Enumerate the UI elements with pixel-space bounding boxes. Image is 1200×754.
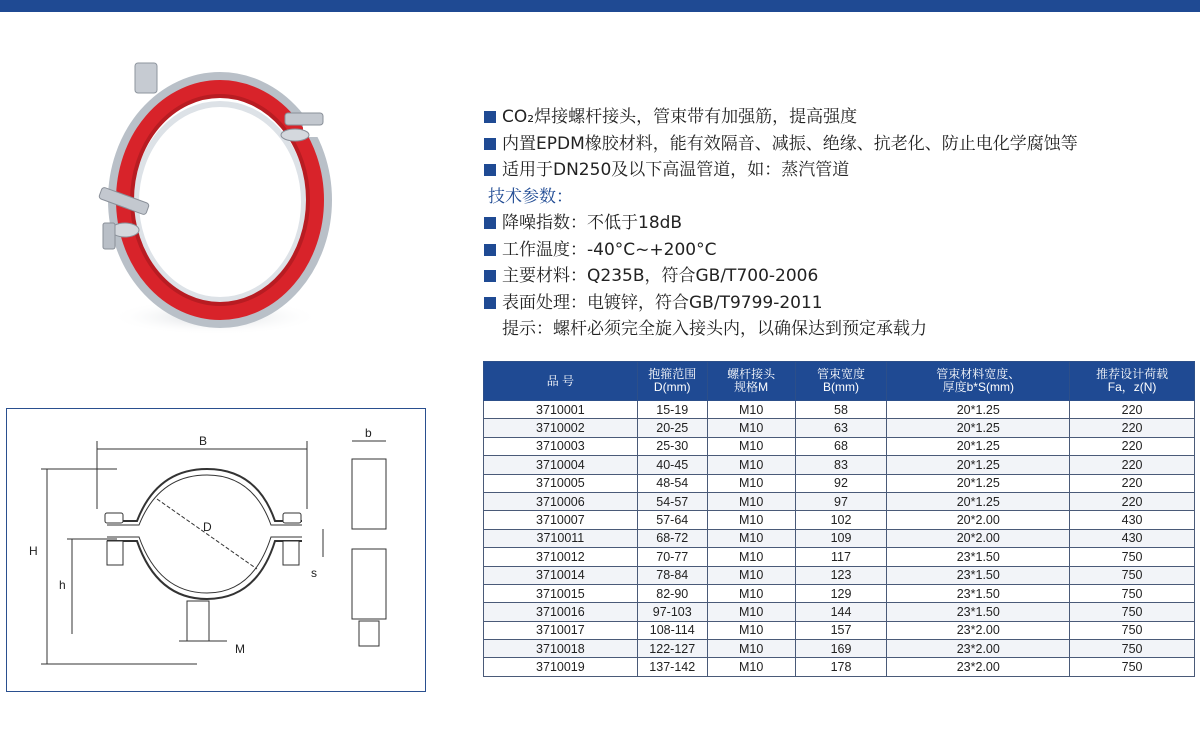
technical-drawing bbox=[6, 408, 426, 692]
table-cell: M10 bbox=[707, 511, 795, 529]
bullet-square-icon bbox=[484, 297, 496, 309]
label-s: s bbox=[311, 566, 317, 580]
table-cell: 750 bbox=[1070, 548, 1195, 566]
pipe-clamp-photo bbox=[95, 55, 335, 345]
bullet-square-icon bbox=[484, 138, 496, 150]
table-cell: 92 bbox=[795, 474, 887, 492]
label-B: B bbox=[199, 434, 208, 448]
table-cell: M10 bbox=[707, 603, 795, 621]
table-cell: 3710006 bbox=[484, 492, 638, 510]
table-cell: 3710001 bbox=[484, 401, 638, 419]
bullet-square-icon bbox=[484, 217, 496, 229]
col-header-range: 抱箍范围 D(mm) bbox=[637, 362, 707, 401]
bullet-square-icon bbox=[484, 164, 496, 176]
table-cell: 20-25 bbox=[637, 419, 707, 437]
col-header-load: 推荐设计荷载 Fa，z(N) bbox=[1070, 362, 1195, 401]
table-cell: 117 bbox=[795, 548, 887, 566]
table-cell: 109 bbox=[795, 529, 887, 547]
table-cell: 3710019 bbox=[484, 658, 638, 676]
table-cell: M10 bbox=[707, 474, 795, 492]
table-row bbox=[484, 548, 1195, 566]
table-cell: 23*2.00 bbox=[887, 640, 1070, 658]
table-cell: 15-19 bbox=[637, 401, 707, 419]
param-item: 降噪指数：不低于18dB bbox=[484, 210, 1078, 237]
table-cell: 23*1.50 bbox=[887, 566, 1070, 584]
bullet-square-icon bbox=[484, 111, 496, 123]
table-cell: 3710003 bbox=[484, 437, 638, 455]
table-cell: 220 bbox=[1070, 456, 1195, 474]
table-cell: 750 bbox=[1070, 640, 1195, 658]
table-cell: 20*2.00 bbox=[887, 529, 1070, 547]
param-item: 表面处理：电镀锌，符合GB/T9799-2011 bbox=[484, 290, 1078, 317]
param-item: 工作温度：-40°C~+200°C bbox=[484, 237, 1078, 264]
table-cell: 220 bbox=[1070, 474, 1195, 492]
table-cell: 3710014 bbox=[484, 566, 638, 584]
table-cell: 102 bbox=[795, 511, 887, 529]
table-cell: 23*1.50 bbox=[887, 548, 1070, 566]
table-row bbox=[484, 529, 1195, 547]
table-row bbox=[484, 658, 1195, 676]
table-cell: 3710017 bbox=[484, 621, 638, 639]
spec-table bbox=[483, 361, 1195, 677]
feature-item: 适用于DN250及以下高温管道，如：蒸汽管道 bbox=[484, 157, 1078, 184]
table-cell: 430 bbox=[1070, 511, 1195, 529]
table-row bbox=[484, 437, 1195, 455]
table-row bbox=[484, 584, 1195, 602]
table-cell: 68 bbox=[795, 437, 887, 455]
table-cell: 123 bbox=[795, 566, 887, 584]
table-cell: 108-114 bbox=[637, 621, 707, 639]
table-cell: M10 bbox=[707, 658, 795, 676]
table-cell: 3710012 bbox=[484, 548, 638, 566]
table-cell: 97 bbox=[795, 492, 887, 510]
table-cell: 3710015 bbox=[484, 584, 638, 602]
table-cell: M10 bbox=[707, 566, 795, 584]
table-row bbox=[484, 566, 1195, 584]
table-row bbox=[484, 419, 1195, 437]
table-cell: 144 bbox=[795, 603, 887, 621]
table-cell: 220 bbox=[1070, 401, 1195, 419]
table-cell: M10 bbox=[707, 584, 795, 602]
table-row bbox=[484, 603, 1195, 621]
table-cell: 25-30 bbox=[637, 437, 707, 455]
feature-item: 内置EPDM橡胶材料，能有效隔音、减振、绝缘、抗老化、防止电化学腐蚀等 bbox=[484, 131, 1078, 158]
table-cell: 750 bbox=[1070, 621, 1195, 639]
table-cell: 20*1.25 bbox=[887, 437, 1070, 455]
table-cell: M10 bbox=[707, 640, 795, 658]
table-cell: 23*2.00 bbox=[887, 658, 1070, 676]
table-cell: 70-77 bbox=[637, 548, 707, 566]
table-cell: 40-45 bbox=[637, 456, 707, 474]
table-cell: 220 bbox=[1070, 419, 1195, 437]
table-cell: 220 bbox=[1070, 437, 1195, 455]
col-header-thread: 螺杆接头 规格M bbox=[707, 362, 795, 401]
table-cell: 3710005 bbox=[484, 474, 638, 492]
table-cell: 220 bbox=[1070, 492, 1195, 510]
table-cell: 82-90 bbox=[637, 584, 707, 602]
col-header-material: 管束材料宽度、 厚度b*S(mm) bbox=[887, 362, 1070, 401]
feature-list bbox=[484, 104, 1078, 343]
table-cell: 122-127 bbox=[637, 640, 707, 658]
label-h: h bbox=[59, 578, 66, 592]
table-cell: 48-54 bbox=[637, 474, 707, 492]
table-cell: 430 bbox=[1070, 529, 1195, 547]
table-cell: 157 bbox=[795, 621, 887, 639]
table-cell: 3710004 bbox=[484, 456, 638, 474]
table-cell: 750 bbox=[1070, 584, 1195, 602]
feature-item: CO₂焊接螺杆接头，管束带有加强筋，提高强度 bbox=[484, 104, 1078, 131]
label-D: D bbox=[203, 520, 212, 534]
tech-params-heading: 技术参数： bbox=[488, 186, 573, 207]
top-brand-bar bbox=[0, 0, 1200, 12]
table-cell: 97-103 bbox=[637, 603, 707, 621]
table-cell: 63 bbox=[795, 419, 887, 437]
table-cell: M10 bbox=[707, 548, 795, 566]
table-row bbox=[484, 492, 1195, 510]
table-cell: 20*1.25 bbox=[887, 419, 1070, 437]
table-cell: M10 bbox=[707, 492, 795, 510]
table-cell: 78-84 bbox=[637, 566, 707, 584]
table-row bbox=[484, 640, 1195, 658]
table-cell: 750 bbox=[1070, 658, 1195, 676]
table-cell: 23*1.50 bbox=[887, 584, 1070, 602]
table-cell: 3710016 bbox=[484, 603, 638, 621]
table-cell: 750 bbox=[1070, 566, 1195, 584]
note-text: 提示：螺杆必须完全旋入接头内，以确保达到预定承载力 bbox=[502, 319, 927, 339]
table-cell: M10 bbox=[707, 621, 795, 639]
table-cell: 169 bbox=[795, 640, 887, 658]
table-cell: 57-64 bbox=[637, 511, 707, 529]
table-cell: 3710018 bbox=[484, 640, 638, 658]
table-row bbox=[484, 621, 1195, 639]
table-cell: M10 bbox=[707, 419, 795, 437]
table-cell: 23*2.00 bbox=[887, 621, 1070, 639]
bullet-square-icon bbox=[484, 270, 496, 282]
table-row bbox=[484, 456, 1195, 474]
label-M: M bbox=[235, 642, 245, 656]
bullet-square-icon bbox=[484, 244, 496, 256]
col-header-model: 品 号 bbox=[484, 362, 638, 401]
param-item: 主要材料：Q235B，符合GB/T700-2006 bbox=[484, 263, 1078, 290]
table-cell: 54-57 bbox=[637, 492, 707, 510]
table-cell: 137-142 bbox=[637, 658, 707, 676]
table-cell: M10 bbox=[707, 456, 795, 474]
table-header-row bbox=[484, 362, 1195, 401]
table-cell: 3710011 bbox=[484, 529, 638, 547]
label-b: b bbox=[365, 426, 372, 440]
table-cell: 3710002 bbox=[484, 419, 638, 437]
table-row bbox=[484, 511, 1195, 529]
table-cell: 750 bbox=[1070, 603, 1195, 621]
table-cell: 129 bbox=[795, 584, 887, 602]
table-cell: 58 bbox=[795, 401, 887, 419]
table-cell: M10 bbox=[707, 437, 795, 455]
table-cell: 20*1.25 bbox=[887, 401, 1070, 419]
table-cell: M10 bbox=[707, 529, 795, 547]
table-cell: 178 bbox=[795, 658, 887, 676]
table-row bbox=[484, 401, 1195, 419]
table-cell: 20*1.25 bbox=[887, 456, 1070, 474]
table-row bbox=[484, 474, 1195, 492]
table-cell: 68-72 bbox=[637, 529, 707, 547]
col-header-width: 管束宽度 B(mm) bbox=[795, 362, 887, 401]
table-cell: M10 bbox=[707, 401, 795, 419]
label-H: H bbox=[29, 544, 38, 558]
table-cell: 3710007 bbox=[484, 511, 638, 529]
table-cell: 20*1.25 bbox=[887, 474, 1070, 492]
table-cell: 23*1.50 bbox=[887, 603, 1070, 621]
table-cell: 20*1.25 bbox=[887, 492, 1070, 510]
table-cell: 20*2.00 bbox=[887, 511, 1070, 529]
table-cell: 83 bbox=[795, 456, 887, 474]
